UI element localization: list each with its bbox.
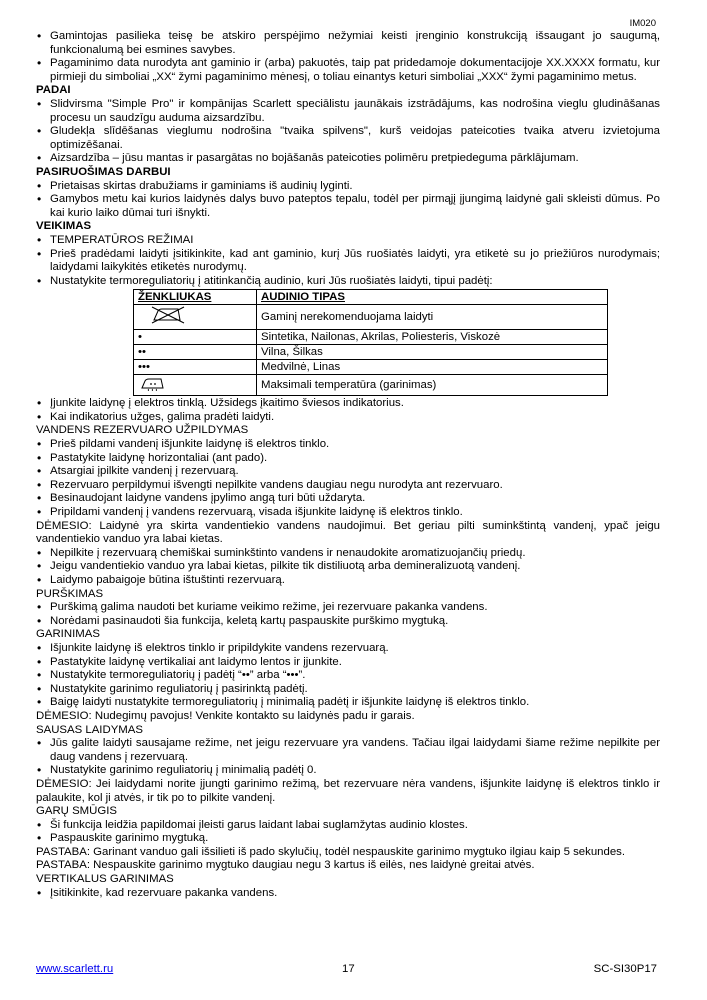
section-heading: VERTIKALUS GARINIMAS (36, 873, 174, 886)
bullet-item: • Jūs galite laidyti sausajame režime, net jeigu rezervuare yra vandens. Tačiau ilgai laidydami šiame režime nepilkite per daug vandens į rezervuarą. (36, 737, 660, 764)
bullet-item: • Atsargiai įpilkite vandenį į rezervuarą. (36, 465, 660, 479)
table-header-cell: ŽENKLIUKAS (134, 290, 257, 305)
symbol-cell: • (134, 330, 257, 345)
no-iron-icon (138, 305, 188, 329)
bullet-item: • Pripildami vandenį į vandens rezervuarą, visada išjunkite laidynę iš elektros tinklo. (36, 506, 660, 520)
page-number: 17 (342, 963, 355, 975)
bullet-item: • Kai indikatorius užges, galima pradėti laidyti. (36, 411, 660, 425)
note-paragraph: DĖMESIO: Nudegimų pavojus! Venkite kontakto su laidynės padu ir garais. (36, 709, 415, 722)
bullet-item: • Įsitikinkite, kad rezervuare pakanka vandens. (36, 887, 660, 901)
table-row (134, 345, 608, 360)
symbol-cell (134, 305, 257, 330)
section-heading: PASIRUOŠIMAS DARBUI (36, 165, 171, 178)
bullet-item: • Jeigu vandentiekio vanduo yra labai kietas, pilkite tik distiliuotą arba demineralizuotą vandenį. (36, 560, 660, 574)
bullet-item: • Besinaudojant laidyne vandens įpylimo angą turi būti uždaryta. (36, 492, 660, 506)
bullet-item: • Slidvirsma "Simple Pro" ir kompānijas Scarlett speciālistu jaunākais izstrādājums, kas nodrošina vieglu gludināšanas procesu un saudzīgu auduma aizsardzību. (36, 98, 660, 125)
section-heading: PURŠKIMAS (36, 587, 104, 600)
bullet-item: • Pastatykite laidynę vertikaliai ant laidymo lentos ir įjunkite. (36, 656, 660, 670)
table-row (134, 360, 608, 375)
bullet-item: • Išjunkite laidynę iš elektros tinklo ir pripildykite vandens rezervuarą. (36, 642, 660, 656)
bullet-item: • Gamintojas pasilieka teisę be atskiro perspėjimo nežymiai keisti įrenginio konstrukciją išsaugant jo saugumą, funkcionalumą bei esmines savybes. (36, 30, 660, 57)
bullet-item: • Norėdami pasinaudoti šia funkcija, keletą kartų paspauskite purškimo mygtuką. (36, 615, 660, 629)
section-heading: VANDENS REZERVUARO UŽPILDYMAS (36, 424, 249, 437)
document-code: IM020 (629, 18, 656, 29)
fabric-type-cell: Maksimali temperatūra (garinimas) (257, 375, 608, 396)
page-footer (36, 963, 657, 979)
bullet-item: • Rezervuaro perpildymui išvengti nepilkite vandens daugiau negu nurodyta ant rezervuaro. (36, 479, 660, 493)
section-heading: GARŲ SMŪGIS (36, 805, 118, 818)
note-paragraph: DĖMESIO: Jei laidydami norite įjungti garinimo režimą, bet rezervuare nėra vandens, išjunkite laidynę iš elektros tinklo ir palaukite, kol ji atvės, ir tik po to pilkite vandenį. (36, 777, 660, 804)
bullet-item: • Nustatykite termoreguliatorių į atitinkančią audinio, kuri Jūs ruošiatės laidyti, tipui padėtį: (36, 275, 660, 289)
symbol-cell: •• (134, 345, 257, 360)
symbol-cell (134, 375, 257, 396)
section-heading: GARINIMAS (36, 628, 100, 641)
bullet-item: • Pagaminimo data nurodyta ant gaminio ir (arba) pakuotės, taip pat pridedamoje dokumentacijoje XX.XXXX formatu, kur pirmieji du simboliai „XX“ žymi pagaminimo mėnesį, o toliau einantys keturi simboliai „XXX“ žymi pagaminimo metus. (36, 57, 660, 84)
bullet-item: • Purškimą galima naudoti bet kuriame veikimo režime, jei rezervuare pakanka vandens. (36, 601, 660, 615)
fabric-type-cell: Gaminį nerekomenduojama laidyti (257, 305, 608, 330)
document-body (36, 30, 660, 900)
bullet-item: • Ši funkcija leidžia papildomai įleisti garus laidant labai suglamžytas audinio klostes. (36, 819, 660, 833)
fabric-type-cell: Sintetika, Nailonas, Akrilas, Poliesteris, Viskozė (257, 330, 608, 345)
bullet-item: • Nustatykite garinimo reguliatorių į minimalią padėtį 0. (36, 764, 660, 778)
steam-icon (138, 375, 166, 395)
bullet-item: • Prieš pildami vandenį išjunkite laidynę iš elektros tinklo. (36, 438, 660, 452)
table-row (134, 305, 608, 330)
bullet-item: • Prietaisas skirtas drabužiams ir gaminiams iš audinių lyginti. (36, 180, 660, 194)
note-paragraph: PASTABA: Garinant vanduo gali išsilieti iš pado skylučių, todėl nespauskite garinimo mygtuko ilgiau kaip 5 sekundes. (36, 845, 626, 858)
fabric-type-cell: Medvilnė, Linas (257, 360, 608, 375)
bullet-item: • Prieš pradėdami laidyti įsitikinkite, kad ant gaminio, kurį Jūs ruošiatės laidyti, yra etiketė su jo priežiūros nurodymais; laidydami laikykitės etiketės nurodymų. (36, 248, 660, 275)
website-link[interactable]: www.scarlett.ru (36, 963, 114, 975)
section-heading: SAUSAS LAIDYMAS (36, 723, 143, 736)
bullet-item: • Įjunkite laidynę į elektros tinklą. Užsidegs įkaitimo šviesos indikatorius. (36, 397, 660, 411)
fabric-type-cell: Vilna, Šilkas (257, 345, 608, 360)
section-heading: VEIKIMAS (36, 220, 92, 233)
table-header-cell: AUDINIO TIPAS (257, 290, 608, 305)
fabric-symbol-table (133, 289, 608, 396)
section-heading: PADAI (36, 84, 71, 97)
bullet-item: • Nepilkite į rezervuarą chemiškai suminkštinto vandens ir nenaudokite aromatizuojančių priedų. (36, 547, 660, 561)
note-paragraph: PASTABA: Nespauskite garinimo mygtuko daugiau negu 3 kartus iš eilės, nes laidynė greitai atvės. (36, 859, 535, 872)
bullet-item: • Nustatykite garinimo reguliatorių į pasirinktą padėtį. (36, 683, 660, 697)
table-row (134, 375, 608, 396)
model-code: SC-SI30P17 (593, 963, 657, 975)
bullet-item: • Paspauskite garinimo mygtuką. (36, 832, 660, 846)
note-paragraph: DĖMESIO: Laidynė yra skirta vandentiekio vandens naudojimui. Bet geriau pilti suminkštintą vandenį, ypač jeigu vandentiekio vanduo yra labai kietas. (36, 519, 660, 546)
symbol-cell: ••• (134, 360, 257, 375)
table-row (134, 330, 608, 345)
bullet-item: • TEMPERATŪROS REŽIMAI (36, 234, 660, 248)
bullet-item: • Gludekļa slīdēšanas vieglumu nodrošina "tvaika spilvens", kurš veidojas pateicoties tvaika atveru izvietojuma optimizēšanai. (36, 125, 660, 152)
bullet-item: • Gamybos metu kai kurios laidynės dalys buvo pateptos tepalu, todėl per pirmąjį įjungimą laidynė gali skleisti dūmus. Po kai kurio laiko dūmai turi išnykti. (36, 193, 660, 220)
bullet-item: • Pastatykite laidynę horizontaliai (ant pado). (36, 452, 660, 466)
bullet-item: • Nustatykite termoreguliatorių į padėtį “••” arba “•••”. (36, 669, 660, 683)
bullet-item: • Aizsardzība – jūsu mantas ir pasargātas no bojāšanās pateicoties polimēru pretpiedeguma pārklājumam. (36, 152, 660, 166)
bullet-item: • Laidymo pabaigoje būtina ištuštinti rezervuarą. (36, 574, 660, 588)
bullet-item: • Baigę laidyti nustatykite termoreguliatorių į minimalią padėtį ir išjunkite laidynę iš elektros tinklo. (36, 696, 660, 710)
